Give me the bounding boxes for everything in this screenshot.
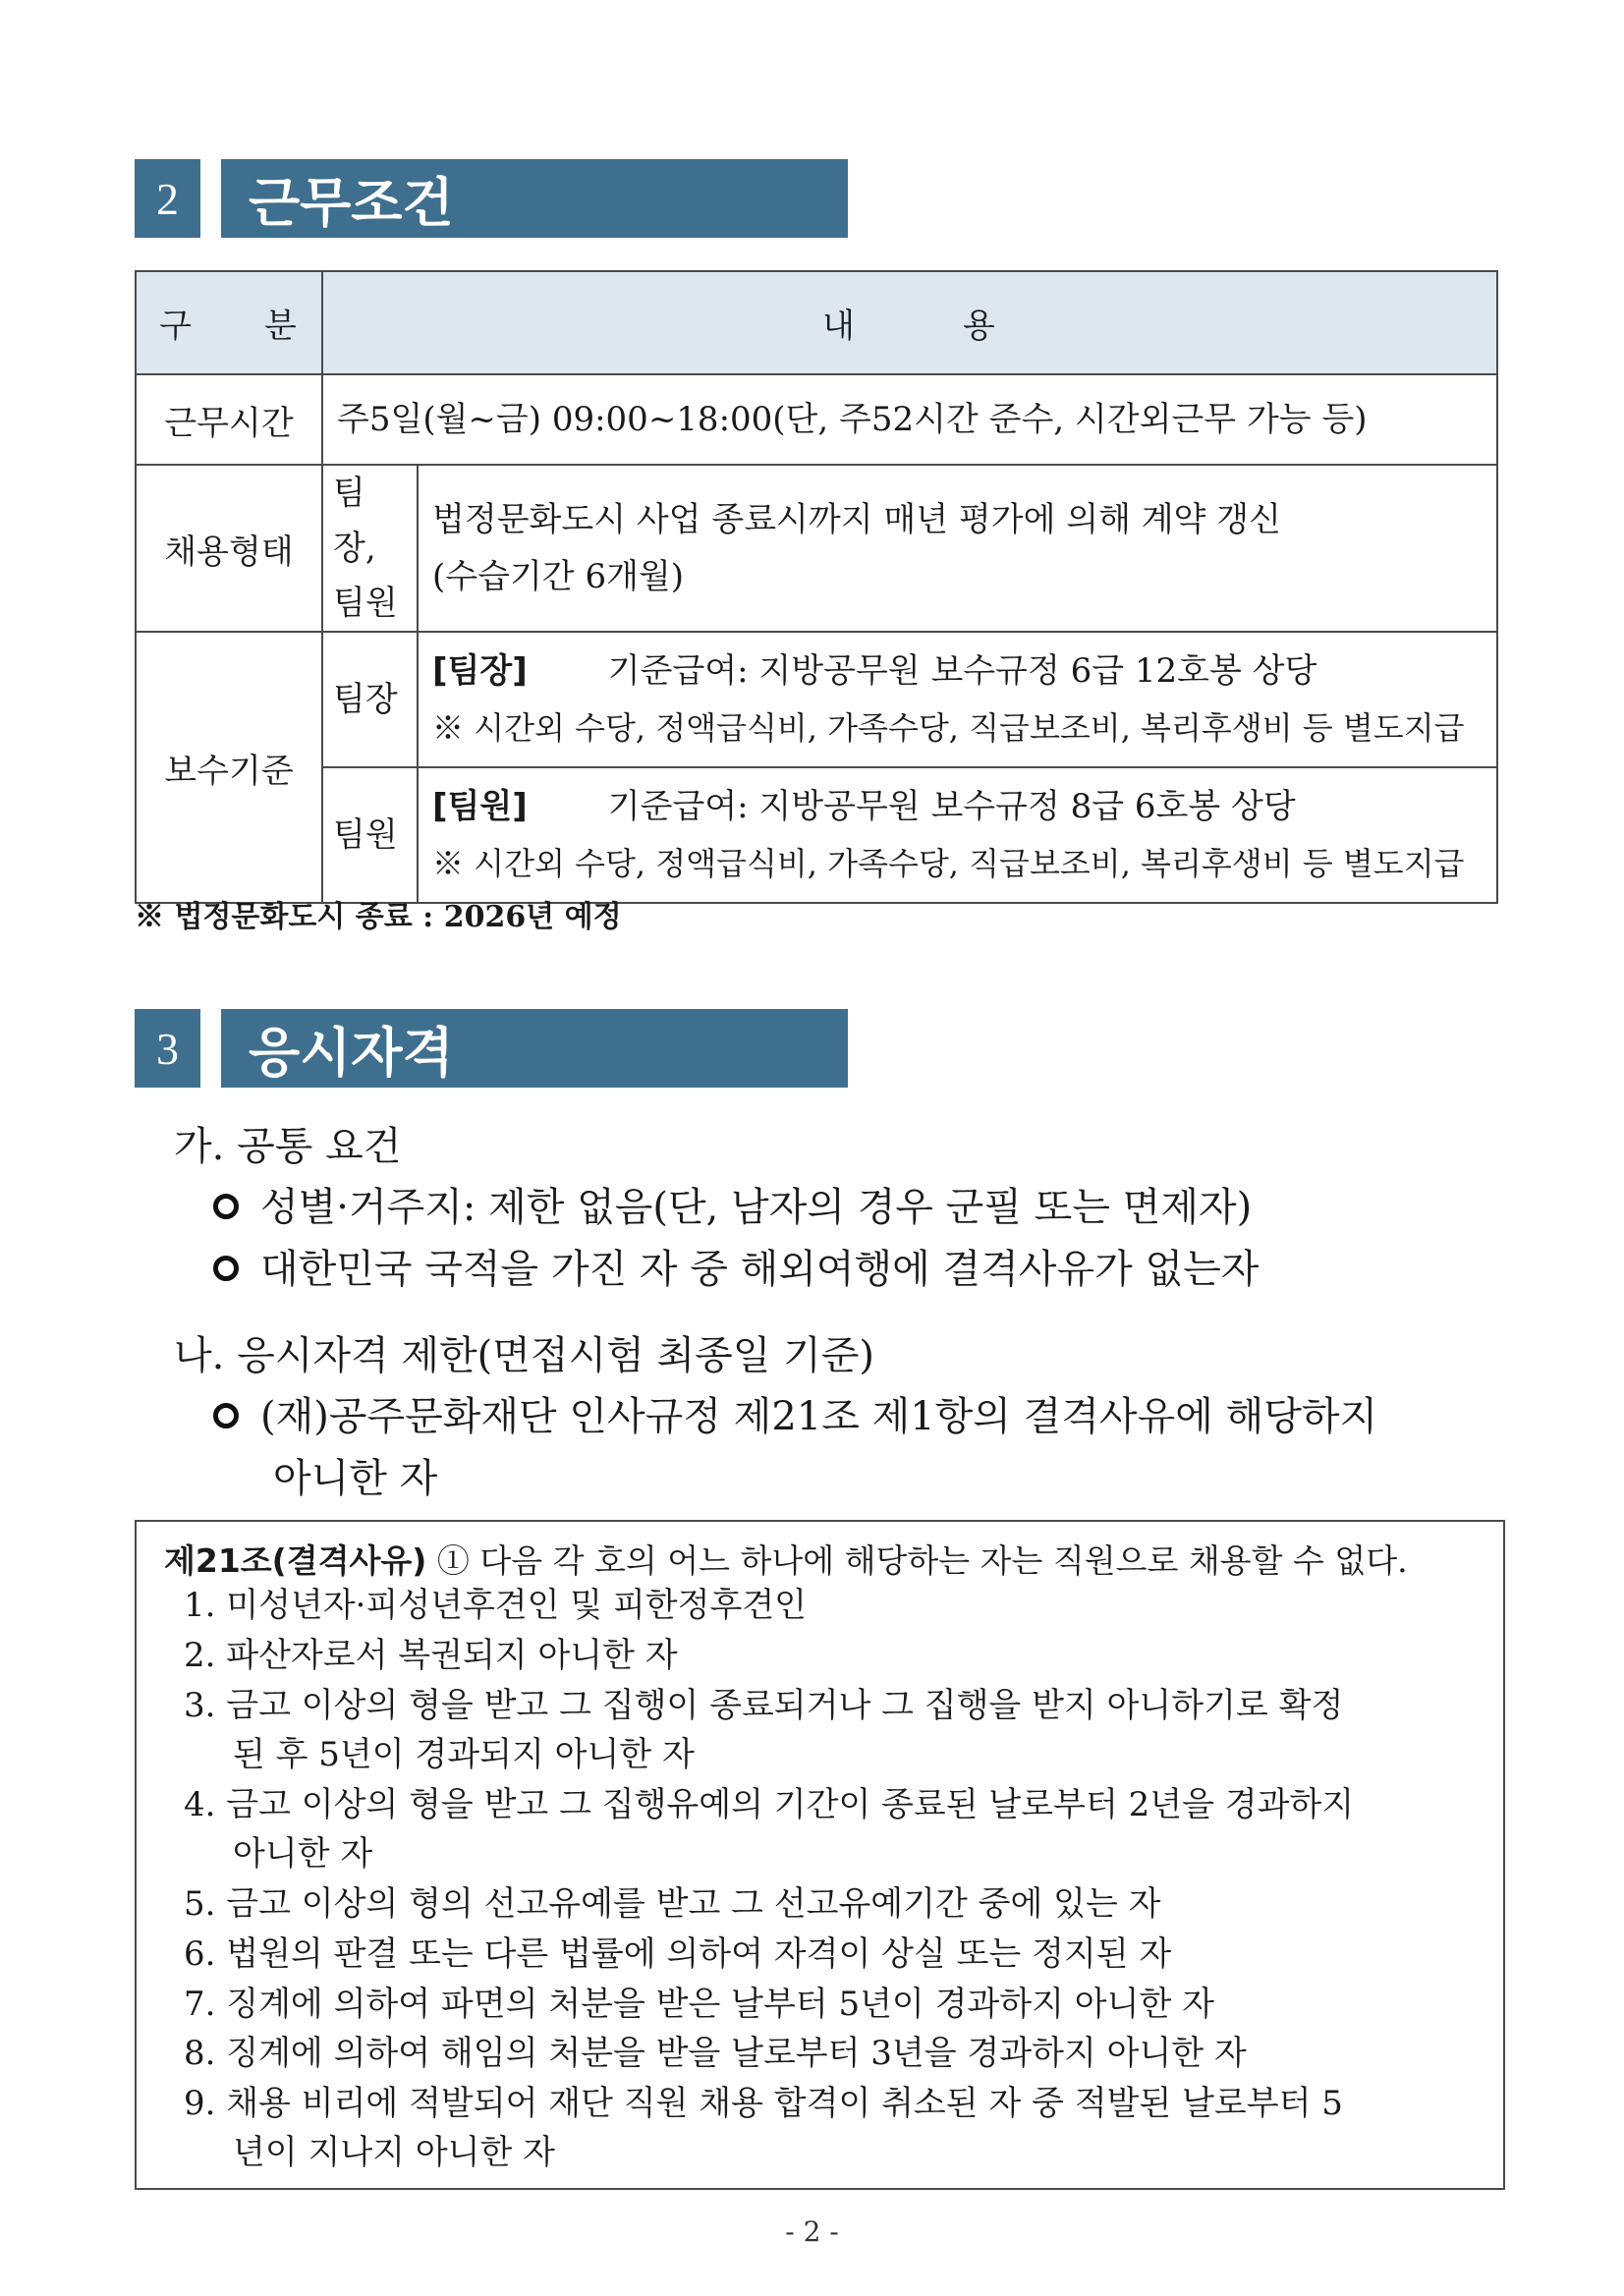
common-requirements-heading: 가. 공통 요건: [174, 1124, 402, 1169]
sub-line: 팀원: [333, 584, 398, 623]
list-item: 1. 미성년자·피성년후견인 및 피한정후견인: [184, 1586, 808, 1625]
pay-tag: [팀원]: [432, 787, 528, 826]
list-item: 대한민국 국적을 가진 자 중 해외여행에 결격사유가 없는자: [213, 1238, 1259, 1294]
pay-base: 기준급여: 지방공무원 보수규정 6급 12호봉 상당: [607, 651, 1317, 691]
section-number: 3: [135, 1009, 200, 1088]
list-item: 5. 금고 이상의 형의 선고유예를 받고 그 선고유예기간 중에 있는 자: [184, 1884, 1161, 1924]
list-item: 9. 채용 비리에 적발되어 재단 직원 채용 합격이 취소된 자 중 적발된 날로부터 5: [184, 2084, 1343, 2123]
pay-note: ※ 시간외 수당, 정액급식비, 가족수당, 직급보조비, 복리후생비 등 별도지급: [432, 845, 1465, 882]
section-title: 응시자격: [221, 1009, 848, 1088]
list-item-continuation: 된 후 5년이 경과되지 아니한 자: [233, 1735, 695, 1774]
list-item-continuation: 아니한 자: [273, 1456, 438, 1501]
article-21-box: [135, 1520, 1505, 2190]
header-content: 내 용: [322, 271, 1497, 374]
table-note: ※ 법정문화도시 종료 : 2026년 예정: [135, 900, 622, 934]
row-sub-label: [322, 465, 418, 632]
table-row-work-hours: [136, 374, 1497, 465]
pay-note: ※ 시간외 수당, 정액급식비, 가족수당, 직급보조비, 복리후생비 등 별도지급: [432, 709, 1465, 747]
circle-bullet-icon: [213, 1256, 239, 1281]
row-label: 채용형태: [136, 465, 322, 632]
text-line: (수습기간 6개월): [432, 557, 685, 596]
list-item: 4. 금고 이상의 형을 받고 그 집행유예의 기간이 종료된 날로부터 2년을 경과하지: [184, 1785, 1355, 1824]
article-lead: ① 다음 각 호의 어느 하나에 해당하는 자는 직원으로 채용할 수 없다.: [436, 1541, 1408, 1580]
section-title: 근무조건: [221, 159, 848, 238]
list-item: 6. 법원의 판결 또는 다른 법률에 의하여 자격이 상실 또는 정지된 자: [184, 1934, 1172, 1974]
article-header: [164, 1536, 1408, 1582]
restriction-heading: 나. 응시자격 제한(면접시험 최종일 기준): [174, 1333, 875, 1378]
text-line: 법정문화도시 사업 종료시까지 매년 평가에 의해 계약 갱신: [432, 500, 1281, 539]
circle-bullet-icon: [213, 1403, 239, 1428]
row-sub-label: 팀장: [322, 632, 418, 767]
row-text: 주5일(월~금) 09:00~18:00(단, 주52시간 준수, 시간외근무 가능 등): [322, 374, 1497, 465]
section-number: 2: [135, 159, 200, 238]
list-item: 3. 금고 이상의 형을 받고 그 집행이 종료되거나 그 집행을 받지 아니하기로 확정: [184, 1686, 1344, 1725]
article-title: 제21조(결격사유): [164, 1541, 427, 1580]
list-item-continuation: 아니한 자: [233, 1834, 373, 1874]
table-row-pay-member: [136, 767, 1497, 903]
work-conditions-table: [135, 270, 1498, 904]
list-item: 7. 징계에 의하여 파면의 처분을 받은 날부터 5년이 경과하지 아니한 자: [184, 1985, 1214, 2024]
list-item: 8. 징계에 의하여 해임의 처분을 받을 날로부터 3년을 경과하지 아니한 자: [184, 2034, 1247, 2073]
row-sub-label: 팀원: [322, 767, 418, 903]
list-item: (재)공주문화재단 인사규정 제21조 제1항의 결격사유에 해당하지: [213, 1385, 1377, 1441]
row-text: [418, 465, 1497, 632]
row-text: [418, 632, 1497, 767]
row-text: [418, 767, 1497, 903]
page-number: - 2 -: [785, 2215, 839, 2248]
sub-line: 팀장,: [333, 474, 376, 568]
header-category: 구 분: [136, 271, 322, 374]
list-item: 2. 파산자로서 복권되지 아니한 자: [184, 1636, 678, 1675]
list-item-continuation: 년이 지나지 아니한 자: [233, 2133, 556, 2172]
table-row-pay-leader: [136, 632, 1497, 767]
row-label: 근무시간: [136, 374, 322, 465]
list-item: 성별·거주지: 제한 없음(단, 남자의 경우 군필 또는 면제자): [213, 1176, 1252, 1232]
pay-tag: [팀장]: [432, 651, 528, 691]
circle-bullet-icon: [213, 1194, 239, 1219]
pay-base: 기준급여: 지방공무원 보수규정 8급 6호봉 상당: [607, 787, 1296, 826]
table-row-employment: [136, 465, 1497, 632]
table-header-row: [136, 271, 1497, 374]
row-label: 보수기준: [136, 632, 322, 903]
